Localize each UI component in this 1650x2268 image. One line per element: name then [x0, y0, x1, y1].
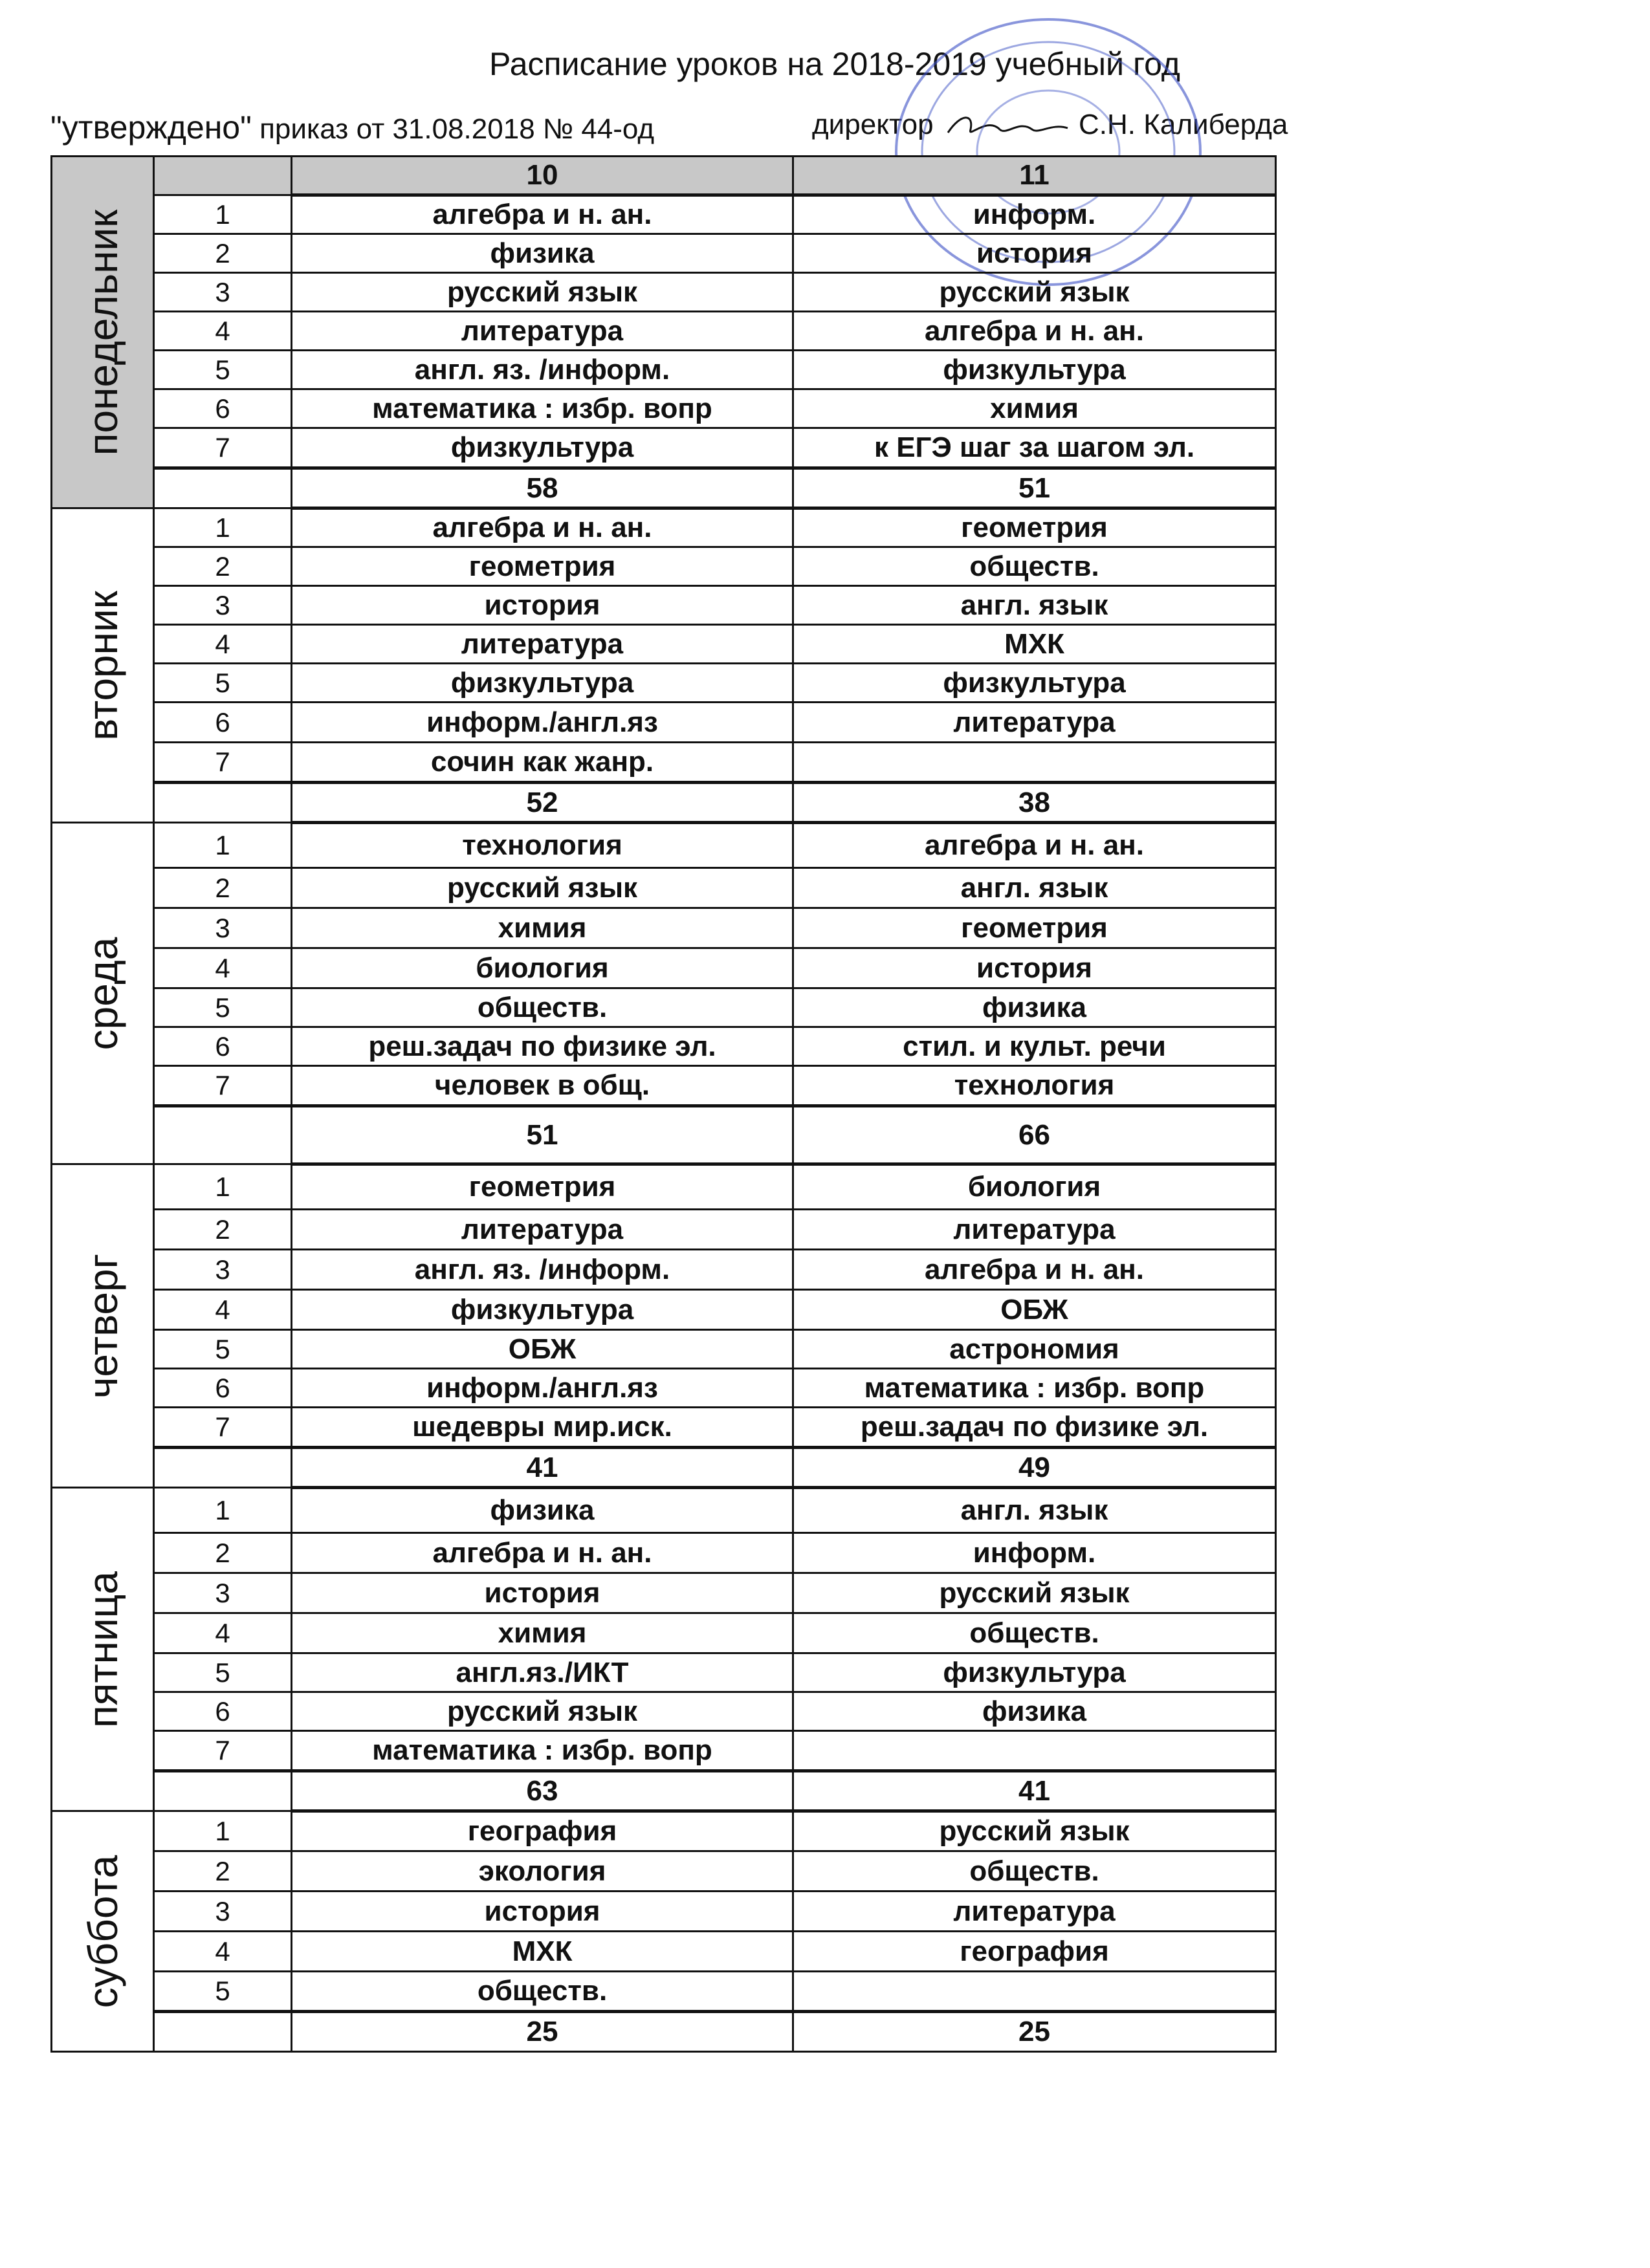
- lesson-number: 5: [154, 1330, 292, 1369]
- lesson-row: [52, 234, 1276, 273]
- class-header-row: [52, 157, 1276, 195]
- day-label: вторник: [79, 590, 126, 741]
- class-11-subject: физкультура: [793, 351, 1276, 389]
- lesson-row: [52, 351, 1276, 389]
- class-11-subject: к ЕГЭ шаг за шагом эл.: [793, 428, 1276, 468]
- totals-row: [52, 783, 1276, 823]
- lesson-row: [52, 195, 1276, 234]
- lesson-number: 5: [154, 664, 292, 703]
- totals-row: [52, 468, 1276, 508]
- lesson-row: [52, 664, 1276, 703]
- class-11-total: 49: [793, 1448, 1276, 1488]
- lesson-row: [52, 508, 1276, 547]
- class-10-subject: биология: [292, 948, 793, 988]
- class-10-subject: химия: [292, 1613, 793, 1653]
- day-label-cell: [52, 157, 154, 508]
- day-label-cell: [52, 823, 154, 1164]
- class-10-subject: шедевры мир.иск.: [292, 1408, 793, 1448]
- schedule-table: [50, 155, 1277, 2053]
- totals-blank: [154, 1771, 292, 1811]
- class-10-subject: англ.яз./ИКТ: [292, 1653, 793, 1692]
- lesson-number: 3: [154, 1250, 292, 1290]
- lesson-row: [52, 1972, 1276, 2012]
- class-10-subject: физкультура: [292, 664, 793, 703]
- class-11-subject: геометрия: [793, 508, 1276, 547]
- class-10-subject: информ./англ.яз: [292, 1369, 793, 1408]
- lesson-row: [52, 1290, 1276, 1330]
- lesson-number: 6: [154, 1692, 292, 1731]
- approved-label: "утверждено": [50, 109, 252, 146]
- lesson-row: [52, 703, 1276, 743]
- lesson-row: [52, 948, 1276, 988]
- class-10-subject: химия: [292, 908, 793, 948]
- lesson-row: [52, 428, 1276, 468]
- class-11-subject: алгебра и н. ан.: [793, 312, 1276, 351]
- class-10-total: 63: [292, 1771, 793, 1811]
- class-11-subject: обществ.: [793, 1851, 1276, 1892]
- class-11-subject: физкультура: [793, 1653, 1276, 1692]
- lesson-row: [52, 1811, 1276, 1851]
- lesson-row: [52, 1250, 1276, 1290]
- approval-order: приказ от 31.08.2018 № 44-од: [251, 113, 655, 145]
- lesson-number: 3: [154, 273, 292, 312]
- lesson-number: 2: [154, 1210, 292, 1250]
- director-name: С.Н. Калиберда: [1079, 109, 1288, 140]
- lesson-row: [52, 908, 1276, 948]
- class-11-subject: алгебра и н. ан.: [793, 1250, 1276, 1290]
- class-10-header: 10: [292, 157, 793, 195]
- day-label: суббота: [79, 1855, 126, 2008]
- lesson-number: 4: [154, 625, 292, 664]
- lesson-row: [52, 586, 1276, 625]
- class-11-subject: биология: [793, 1164, 1276, 1210]
- lesson-number: 4: [154, 1290, 292, 1330]
- lesson-number: 1: [154, 1488, 292, 1533]
- class-10-subject: русский язык: [292, 868, 793, 908]
- class-10-subject: информ./англ.яз: [292, 703, 793, 743]
- class-11-total: 38: [793, 783, 1276, 823]
- class-10-subject: география: [292, 1811, 793, 1851]
- class-11-subject: реш.задач по физике эл.: [793, 1408, 1276, 1448]
- lesson-row: [52, 868, 1276, 908]
- class-11-subject: история: [793, 948, 1276, 988]
- class-10-total: 58: [292, 468, 793, 508]
- class-11-subject: технология: [793, 1066, 1276, 1106]
- lesson-row: [52, 389, 1276, 428]
- totals-row: [52, 2012, 1276, 2052]
- day-label-cell: [52, 1164, 154, 1488]
- class-11-total: 25: [793, 2012, 1276, 2052]
- class-11-subject: физика: [793, 1692, 1276, 1731]
- lesson-row: [52, 1851, 1276, 1892]
- totals-blank: [154, 468, 292, 508]
- class-11-subject: информ.: [793, 1533, 1276, 1573]
- header-blank: [154, 157, 292, 195]
- lesson-row: [52, 1613, 1276, 1653]
- totals-row: [52, 1771, 1276, 1811]
- class-11-subject: химия: [793, 389, 1276, 428]
- class-10-subject: литература: [292, 625, 793, 664]
- lesson-number: 6: [154, 703, 292, 743]
- lesson-number: 2: [154, 547, 292, 586]
- class-11-subject: англ. язык: [793, 868, 1276, 908]
- class-11-subject: стил. и культ. речи: [793, 1027, 1276, 1066]
- class-10-subject: физика: [292, 1488, 793, 1533]
- class-10-subject: англ. яз. /информ.: [292, 351, 793, 389]
- lesson-number: 2: [154, 1851, 292, 1892]
- day-label: пятница: [79, 1571, 126, 1728]
- lesson-number: 4: [154, 312, 292, 351]
- lesson-row: [52, 1692, 1276, 1731]
- lesson-number: 7: [154, 1731, 292, 1771]
- class-11-subject: геометрия: [793, 908, 1276, 948]
- lesson-row: [52, 1488, 1276, 1533]
- class-11-subject: математика : избр. вопр: [793, 1369, 1276, 1408]
- totals-blank: [154, 1106, 292, 1164]
- lesson-number: 7: [154, 743, 292, 783]
- class-10-subject: русский язык: [292, 1692, 793, 1731]
- class-11-subject: англ. язык: [793, 586, 1276, 625]
- lesson-row: [52, 273, 1276, 312]
- class-10-total: 25: [292, 2012, 793, 2052]
- lesson-number: 6: [154, 1369, 292, 1408]
- lesson-number: 5: [154, 1972, 292, 2012]
- class-11-subject: физика: [793, 988, 1276, 1027]
- lesson-number: 3: [154, 908, 292, 948]
- class-10-subject: экология: [292, 1851, 793, 1892]
- class-11-subject: география: [793, 1932, 1276, 1972]
- lesson-number: 3: [154, 586, 292, 625]
- class-11-subject: литература: [793, 703, 1276, 743]
- class-11-subject: обществ.: [793, 547, 1276, 586]
- lesson-number: 6: [154, 1027, 292, 1066]
- class-11-subject: история: [793, 234, 1276, 273]
- class-10-subject: технология: [292, 823, 793, 868]
- lesson-number: 7: [154, 1408, 292, 1448]
- lesson-row: [52, 1066, 1276, 1106]
- approval-line: [50, 109, 654, 146]
- class-11-subject: информ.: [793, 195, 1276, 234]
- class-10-subject: физкультура: [292, 1290, 793, 1330]
- page-title: Расписание уроков на 2018-2019 учебный год: [489, 46, 1180, 82]
- lesson-number: 1: [154, 823, 292, 868]
- class-10-subject: МХК: [292, 1932, 793, 1972]
- class-10-subject: геометрия: [292, 547, 793, 586]
- lesson-number: 5: [154, 988, 292, 1027]
- class-10-subject: история: [292, 1892, 793, 1932]
- lesson-row: [52, 625, 1276, 664]
- lesson-number: 1: [154, 1164, 292, 1210]
- day-label-cell: [52, 1488, 154, 1811]
- lesson-row: [52, 1533, 1276, 1573]
- class-11-subject: МХК: [793, 625, 1276, 664]
- class-10-subject: алгебра и н. ан.: [292, 195, 793, 234]
- class-10-subject: математика : избр. вопр: [292, 1731, 793, 1771]
- class-10-subject: литература: [292, 312, 793, 351]
- lesson-row: [52, 1164, 1276, 1210]
- class-10-total: 51: [292, 1106, 793, 1164]
- class-11-subject: ОБЖ: [793, 1290, 1276, 1330]
- lesson-number: 6: [154, 389, 292, 428]
- day-label: четверг: [79, 1253, 126, 1399]
- lesson-row: [52, 988, 1276, 1027]
- class-10-subject: сочин как жанр.: [292, 743, 793, 783]
- class-10-subject: ОБЖ: [292, 1330, 793, 1369]
- class-10-subject: алгебра и н. ан.: [292, 1533, 793, 1573]
- class-11-total: 66: [793, 1106, 1276, 1164]
- class-10-subject: человек в общ.: [292, 1066, 793, 1106]
- totals-blank: [154, 1448, 292, 1488]
- class-11-subject: русский язык: [793, 1573, 1276, 1613]
- class-11-total: 51: [793, 468, 1276, 508]
- lesson-row: [52, 743, 1276, 783]
- class-11-total: 41: [793, 1771, 1276, 1811]
- lesson-row: [52, 547, 1276, 586]
- director-label: директор: [812, 109, 934, 140]
- lesson-number: 2: [154, 868, 292, 908]
- lesson-number: 3: [154, 1892, 292, 1932]
- lesson-row: [52, 1892, 1276, 1932]
- class-10-subject: англ. яз. /информ.: [292, 1250, 793, 1290]
- day-label-cell: [52, 508, 154, 823]
- totals-row: [52, 1106, 1276, 1164]
- day-label: среда: [79, 937, 126, 1050]
- lesson-number: 1: [154, 195, 292, 234]
- lesson-row: [52, 1369, 1276, 1408]
- class-10-subject: геометрия: [292, 1164, 793, 1210]
- lesson-number: 5: [154, 1653, 292, 1692]
- totals-blank: [154, 2012, 292, 2052]
- lesson-number: 5: [154, 351, 292, 389]
- class-11-subject: русский язык: [793, 273, 1276, 312]
- class-10-subject: обществ.: [292, 1972, 793, 2012]
- class-11-subject: англ. язык: [793, 1488, 1276, 1533]
- lesson-row: [52, 1408, 1276, 1448]
- totals-blank: [154, 783, 292, 823]
- class-10-subject: история: [292, 1573, 793, 1613]
- day-label: понедельник: [79, 209, 126, 455]
- class-11-header: 11: [793, 157, 1276, 195]
- lesson-row: [52, 1573, 1276, 1613]
- lesson-number: 2: [154, 234, 292, 273]
- lesson-number: 4: [154, 1613, 292, 1653]
- class-11-subject: [793, 1731, 1276, 1771]
- class-10-subject: история: [292, 586, 793, 625]
- totals-row: [52, 1448, 1276, 1488]
- class-10-total: 41: [292, 1448, 793, 1488]
- lesson-row: [52, 1330, 1276, 1369]
- class-10-subject: математика : избр. вопр: [292, 389, 793, 428]
- class-10-subject: реш.задач по физике эл.: [292, 1027, 793, 1066]
- class-11-subject: русский язык: [793, 1811, 1276, 1851]
- class-10-subject: физкультура: [292, 428, 793, 468]
- class-11-subject: литература: [793, 1892, 1276, 1932]
- lesson-row: [52, 823, 1276, 868]
- class-11-subject: обществ.: [793, 1613, 1276, 1653]
- lesson-row: [52, 1653, 1276, 1692]
- class-10-subject: литература: [292, 1210, 793, 1250]
- class-10-subject: обществ.: [292, 988, 793, 1027]
- class-10-subject: русский язык: [292, 273, 793, 312]
- lesson-number: 7: [154, 1066, 292, 1106]
- class-11-subject: литература: [793, 1210, 1276, 1250]
- class-11-subject: алгебра и н. ан.: [793, 823, 1276, 868]
- lesson-number: 3: [154, 1573, 292, 1613]
- lesson-row: [52, 1731, 1276, 1771]
- class-11-subject: астрономия: [793, 1330, 1276, 1369]
- lesson-number: 1: [154, 1811, 292, 1851]
- class-10-subject: алгебра и н. ан.: [292, 508, 793, 547]
- class-11-subject: [793, 743, 1276, 783]
- class-10-total: 52: [292, 783, 793, 823]
- lesson-row: [52, 1027, 1276, 1066]
- class-11-subject: [793, 1972, 1276, 2012]
- class-10-subject: физика: [292, 234, 793, 273]
- lesson-number: 2: [154, 1533, 292, 1573]
- class-11-subject: физкультура: [793, 664, 1276, 703]
- day-label-cell: [52, 1811, 154, 2052]
- lesson-row: [52, 1932, 1276, 1972]
- lesson-number: 1: [154, 508, 292, 547]
- lesson-row: [52, 1210, 1276, 1250]
- lesson-number: 4: [154, 948, 292, 988]
- schedule-body: [52, 157, 1276, 2052]
- lesson-row: [52, 312, 1276, 351]
- lesson-number: 4: [154, 1932, 292, 1972]
- lesson-number: 7: [154, 428, 292, 468]
